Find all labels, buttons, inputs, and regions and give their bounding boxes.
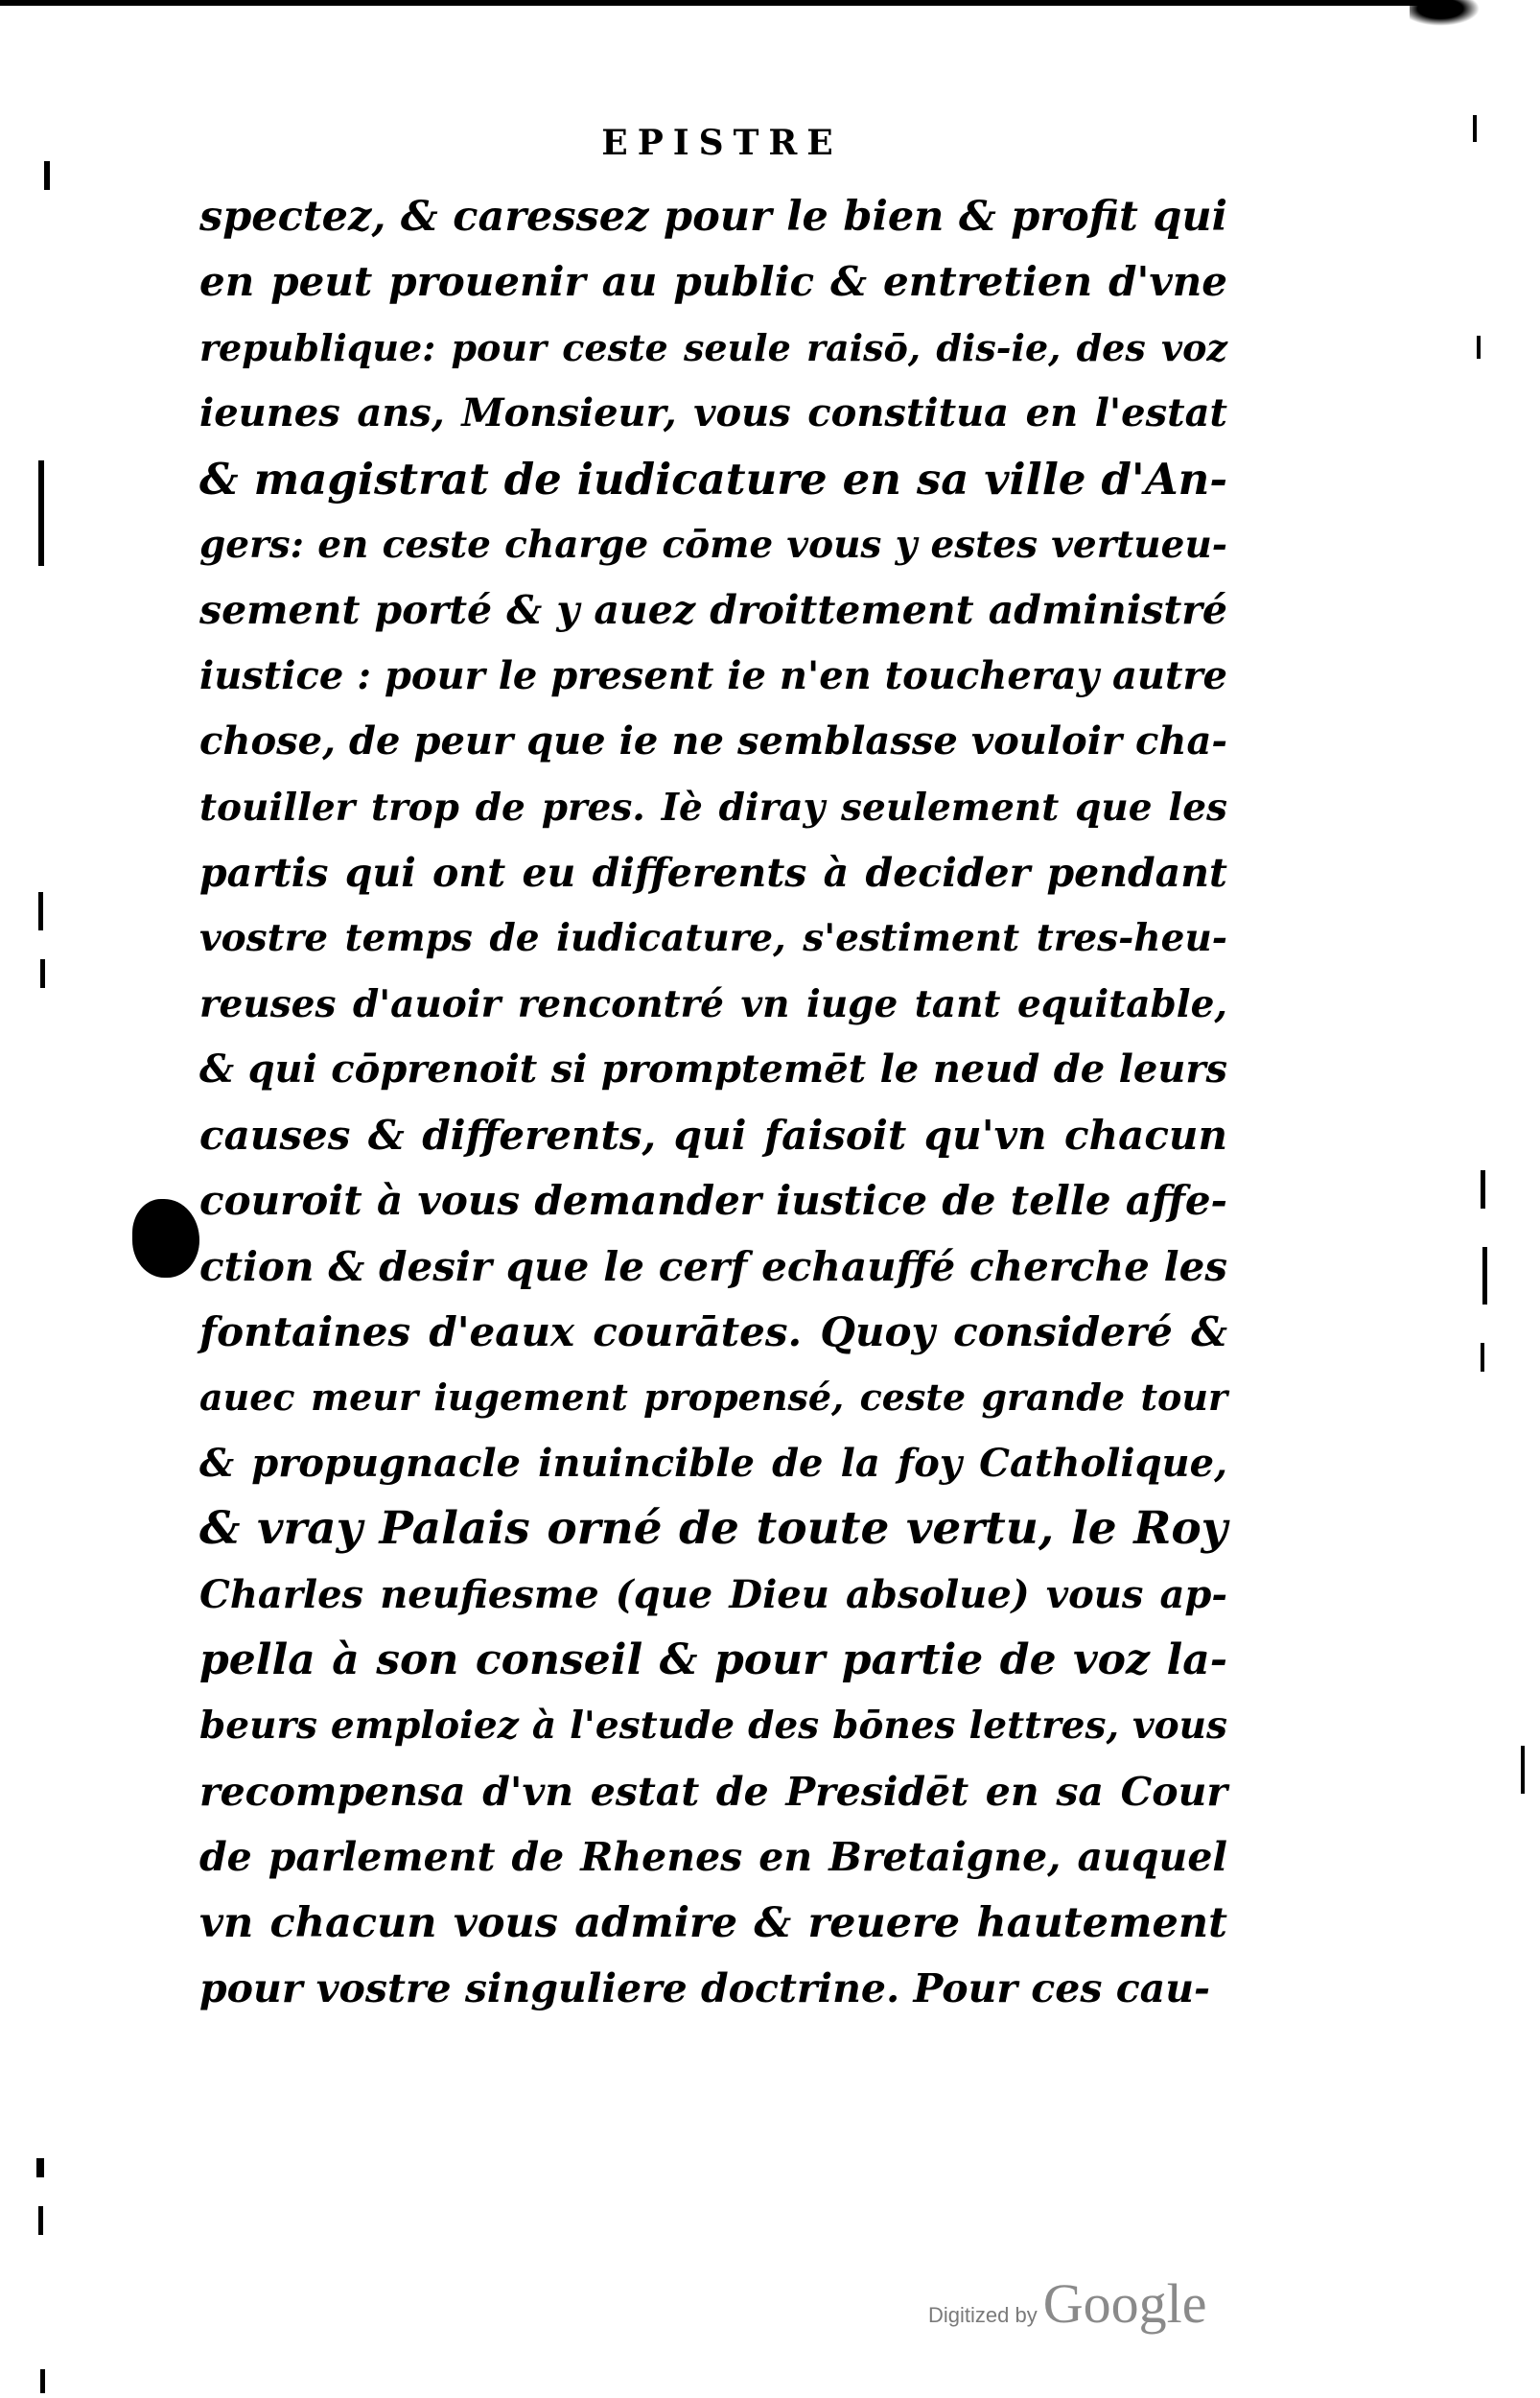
margin-speck	[38, 892, 43, 930]
text-line: & qui cōprenoit si promptemēt le neud de leurs	[199, 1046, 1227, 1093]
text-line: pella à son conseil & pour partie de voz la-	[199, 1634, 1227, 1684]
text-line: touiller trop de pres. Iè diray seulement que les	[199, 785, 1227, 830]
text-line: iustice : pour le present ie n'en toucheray autre	[199, 652, 1227, 698]
text-line: partis qui ont eu differents à decider pendant	[199, 850, 1227, 897]
margin-speck	[1473, 115, 1477, 142]
text-line: & magistrat de iudicature en sa ville d'An-	[199, 453, 1227, 505]
digitized-label: Digitized by	[928, 2303, 1038, 2327]
margin-speck	[1477, 336, 1481, 359]
text-line: reuses d'auoir rencontré vn iuge tant equitable,	[199, 981, 1227, 1026]
text-line: auec meur iugement propensé, ceste grande tour	[199, 1375, 1227, 1420]
text-line: en peut prouenir au public & entretien d'vne	[199, 258, 1227, 306]
google-logo: Google	[1042, 2272, 1207, 2335]
corner-ink-mark	[1410, 0, 1486, 29]
text-line: causes & differents, qui faisoit qu'vn chacun	[199, 1111, 1227, 1159]
margin-rule	[38, 460, 44, 566]
margin-speck	[36, 2158, 44, 2177]
ink-blot	[132, 1199, 199, 1278]
margin-speck	[44, 161, 50, 190]
digitization-footer	[928, 2271, 1235, 2339]
margin-speck	[1521, 1746, 1525, 1794]
text-line: de parlement de Rhenes en Bretaigne, auquel	[199, 1834, 1227, 1881]
margin-speck	[40, 2369, 45, 2393]
text-line: spectez, & caressez pour le bien & profit qui	[199, 193, 1227, 241]
text-line: chose, de peur que ie ne semblasse vouloir cha-	[199, 718, 1227, 764]
margin-speck	[40, 959, 45, 988]
text-line: & propugnacle inuincible de la foy Catholique,	[199, 1440, 1227, 1486]
text-line: ction & desir que le cerf echauffé cherche les	[199, 1242, 1227, 1290]
text-line: ieunes ans, Monsieur, vous constitua en l'estat	[199, 390, 1227, 436]
text-line: republique: pour ceste seule raisō, dis-ie, des voz	[199, 325, 1227, 369]
text-line: sement porté & y auez droittement administré	[199, 587, 1227, 634]
running-title: EPISTRE	[601, 123, 843, 163]
text-line: recompensa d'vn estat de Presidēt en sa Cour	[199, 1768, 1227, 1815]
text-line: & vray Palais orné de toute vertu, le Roy	[199, 1502, 1227, 1556]
text-line: beurs emploiez à l'estude des bōnes lettres, vous	[199, 1704, 1227, 1749]
text-line: vn chacun vous admire & reuere hautement	[199, 1898, 1227, 1947]
margin-speck	[38, 2206, 43, 2235]
text-line: vostre temps de iudicature, s'estiment tres-heu-	[199, 916, 1227, 961]
margin-speck	[1482, 1247, 1487, 1305]
margin-speck	[1481, 1343, 1484, 1372]
margin-speck	[1481, 1170, 1485, 1209]
text-line: Charles neufiesme (que Dieu absolue) vous ap-	[199, 1571, 1227, 1617]
text-line: couroit à vous demander iustice de telle affe-	[199, 1177, 1227, 1225]
text-line: fontaines d'eaux courātes. Quoy consideré &	[199, 1307, 1227, 1355]
text-line: gers: en ceste charge cōme vous y estes vertueu-	[199, 523, 1227, 568]
body-text	[199, 184, 1227, 2021]
page-top-edge	[0, 0, 1429, 6]
text-line: pour vostre singuliere doctrine. Pour ces cau-	[199, 1964, 1211, 2011]
